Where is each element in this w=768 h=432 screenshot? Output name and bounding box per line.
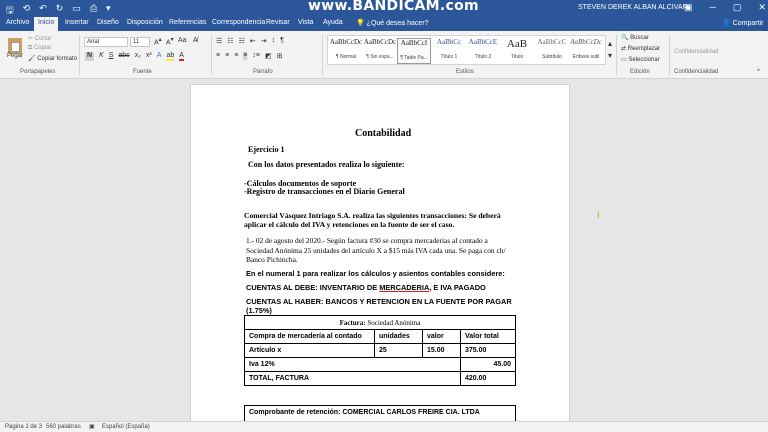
person-icon: 👤 bbox=[722, 20, 731, 27]
styles-scroll-icon[interactable]: ▴ bbox=[608, 39, 613, 48]
align-center-icon[interactable]: ≡ bbox=[225, 52, 230, 59]
style-name: Énfasis sutil bbox=[572, 54, 600, 60]
style-name: Título 2 bbox=[474, 54, 492, 60]
word-count[interactable]: 560 palabras bbox=[46, 424, 81, 430]
replace-label: Reemplazar bbox=[627, 46, 661, 52]
collapse-ribbon-icon[interactable]: ^ bbox=[757, 69, 760, 75]
style-name: ¶ Normal bbox=[335, 54, 357, 60]
close-icon[interactable]: ✕ bbox=[758, 2, 766, 12]
style-heading-1[interactable] bbox=[432, 38, 466, 64]
doc-numeral: En el numeral 1 para realizar los cálculos y asientos contables considere: bbox=[246, 269, 505, 278]
cut-label: Cortar bbox=[34, 36, 52, 42]
doc-intro: Con los datos presentados realiza lo siguiente: bbox=[248, 160, 405, 169]
find-button[interactable] bbox=[621, 34, 649, 41]
ribbon bbox=[0, 31, 768, 79]
paragraph-group-label: Párrafo bbox=[253, 69, 273, 75]
doc-exercise: Ejercicio 1 bbox=[248, 145, 285, 154]
bullets-icon[interactable]: ☰ bbox=[216, 38, 223, 45]
style-normal[interactable] bbox=[329, 38, 363, 64]
tab-vista[interactable]: Vista bbox=[298, 19, 314, 26]
invoice-header-cell bbox=[245, 316, 516, 330]
shading-icon[interactable]: ◩ bbox=[264, 53, 272, 60]
table-row bbox=[245, 316, 516, 330]
separator bbox=[211, 35, 212, 75]
style-subtle-emphasis[interactable] bbox=[569, 38, 603, 64]
borders-icon[interactable]: ⊞ bbox=[276, 53, 283, 60]
confidentiality-group-label: Confidencialidad bbox=[674, 69, 719, 75]
separator bbox=[322, 35, 323, 75]
shrink-font-icon[interactable]: A▾ bbox=[166, 37, 174, 47]
clipboard-group-label: Portapapeles bbox=[20, 69, 56, 75]
font-format-row bbox=[85, 52, 184, 61]
font-name-combo[interactable]: Arial bbox=[84, 37, 128, 47]
line-spacing-icon[interactable]: ↕≡ bbox=[252, 52, 260, 59]
lightbulb-icon: 💡 bbox=[356, 20, 365, 27]
open-icon[interactable]: ▭ bbox=[72, 3, 81, 13]
table-cell: 375.00 bbox=[461, 344, 516, 358]
font-size-combo[interactable]: 11 bbox=[130, 37, 150, 47]
style-preview: AaBbCcC bbox=[537, 38, 567, 46]
style-name: ¶ Sin espa... bbox=[366, 54, 394, 60]
separator bbox=[669, 35, 670, 75]
table-cell: 25 bbox=[375, 344, 423, 358]
table-row bbox=[245, 372, 516, 386]
style-name: Subtítulo bbox=[542, 54, 562, 60]
table-header-cell: unidades bbox=[375, 330, 423, 344]
style-heading-2[interactable] bbox=[466, 38, 500, 64]
numbering-icon[interactable]: ☷ bbox=[227, 38, 234, 45]
tab-insertar[interactable]: Insertar bbox=[65, 19, 89, 26]
print-preview-icon[interactable]: ⎙ bbox=[89, 3, 98, 13]
grow-font-icon[interactable]: A▴ bbox=[154, 37, 162, 47]
doc-haber-1: CUENTAS AL HABER: BANCOS Y RETENCION EN LA FUENTE POR PAGAR bbox=[246, 297, 512, 306]
replace-button[interactable] bbox=[621, 45, 660, 52]
doc-company-1: Comercial Vásquez Intriago S.A. realiza las siguientes transacciones: Se deberá bbox=[244, 211, 501, 220]
confidentiality-button[interactable]: Confidencialidad bbox=[674, 49, 719, 55]
tab-archivo[interactable]: Archivo bbox=[6, 19, 30, 26]
tell-me-label: ¿Qué desea hacer? bbox=[366, 20, 429, 27]
ribbon-tabs bbox=[0, 17, 768, 31]
editing-group-label: Edición bbox=[630, 69, 650, 75]
maximize-icon[interactable]: ▢ bbox=[732, 2, 742, 12]
multilevel-list-icon[interactable]: ☵ bbox=[238, 38, 245, 45]
minimize-icon[interactable]: ─ bbox=[709, 2, 716, 12]
tab-revisar[interactable]: Revisar bbox=[266, 19, 290, 26]
bandicam-watermark: www.BANDICAM.com bbox=[308, 0, 479, 14]
doc-item-1: -Cálculos documentos de soporte bbox=[244, 179, 357, 188]
table-header-cell: Valor total bbox=[461, 330, 516, 344]
style-name: Título 1 bbox=[440, 54, 458, 60]
separator bbox=[79, 35, 80, 75]
copy-icon: ⧉ bbox=[28, 45, 33, 51]
separator bbox=[616, 35, 617, 75]
doc-transaction-3: Banco Pichincha. bbox=[246, 255, 298, 264]
style-preview: AaBbCcDc bbox=[329, 38, 363, 46]
debe-prefix: CUENTAS AL DEBE: INVENTARIO DE bbox=[246, 283, 380, 292]
style-title[interactable] bbox=[500, 38, 534, 64]
tab-inicio[interactable]: Inicio bbox=[34, 17, 58, 31]
invoice-table bbox=[244, 315, 516, 386]
doc-item-2: -Registro de transacciones en el Diario General bbox=[244, 187, 405, 196]
user-name[interactable]: STEVEN DEREK ALBAN ALCIVAR bbox=[578, 4, 688, 11]
style-preview: AaBbCcDc bbox=[363, 38, 397, 46]
style-no-spacing[interactable] bbox=[363, 38, 397, 64]
decrease-indent-icon[interactable]: ⇤ bbox=[249, 38, 256, 45]
replace-icon: ⇄ bbox=[621, 46, 627, 52]
style-subtitle[interactable] bbox=[535, 38, 569, 64]
style-preview: AaBbCcI bbox=[400, 39, 428, 47]
debe-word: MERCADERIA bbox=[379, 283, 430, 292]
ribbon-options-icon[interactable]: ▣ bbox=[684, 2, 693, 12]
table-cell: Artículo x bbox=[245, 344, 375, 358]
table-row bbox=[245, 330, 516, 344]
customize-qat-icon[interactable]: ▾ bbox=[106, 3, 111, 13]
title-bar bbox=[0, 0, 768, 17]
autosave-icon[interactable]: ⟲ bbox=[22, 3, 31, 13]
styles-group-label: Estilos bbox=[456, 69, 474, 75]
invoice-value: Sociedad Anónima bbox=[367, 318, 421, 327]
tab-correspondencia[interactable]: Correspondencia bbox=[212, 19, 266, 26]
table-cell: 45.00 bbox=[461, 358, 516, 372]
select-label: Seleccionar bbox=[628, 57, 660, 63]
doc-debe bbox=[246, 283, 486, 292]
underline-icon[interactable]: S bbox=[108, 52, 114, 59]
style-preview: AaBbCc bbox=[436, 38, 462, 46]
table-cell: 420.00 bbox=[461, 372, 516, 386]
style-preview: AaBbCcE bbox=[468, 38, 498, 46]
text-effects-icon[interactable]: A bbox=[156, 52, 162, 59]
page-count[interactable]: Página 1 de 3 bbox=[5, 424, 43, 430]
font-color-icon[interactable]: A bbox=[179, 52, 184, 59]
style-preview: AaBbCcDc bbox=[570, 38, 602, 46]
subscript-icon[interactable]: x₂ bbox=[134, 52, 141, 59]
select-button[interactable] bbox=[621, 56, 660, 63]
change-case-icon[interactable]: Aa bbox=[178, 37, 187, 44]
table-header-cell: Compra de mercadería al contado bbox=[245, 330, 375, 344]
styles-more-icon[interactable]: ▾ bbox=[608, 51, 613, 60]
tab-disposicion[interactable]: Disposición bbox=[127, 19, 163, 26]
scissors-icon: ✂ bbox=[28, 36, 34, 42]
format-painter-label: Copiar formato bbox=[37, 56, 77, 62]
superscript-icon[interactable]: x² bbox=[145, 52, 152, 59]
save-icon[interactable]: 🖫 bbox=[6, 5, 14, 15]
window-controls bbox=[684, 2, 766, 13]
tab-referencias[interactable]: Referencias bbox=[169, 19, 207, 26]
table-cell: 15.00 bbox=[423, 344, 461, 358]
tab-ayuda[interactable]: Ayuda bbox=[323, 19, 343, 26]
invoice-label: Factura: bbox=[339, 318, 366, 327]
align-left-icon[interactable]: ≡ bbox=[216, 52, 221, 59]
format-painter-button[interactable] bbox=[28, 55, 77, 62]
clear-format-icon[interactable]: A̸ bbox=[193, 37, 198, 44]
show-marks-icon[interactable]: ¶ bbox=[280, 37, 284, 44]
language[interactable]: Español (España) bbox=[102, 424, 150, 430]
style-table-paragraph[interactable] bbox=[397, 38, 431, 64]
proofing-icon[interactable]: ▣ bbox=[89, 424, 95, 430]
doc-company-2: aplicar el cálculo del IVA y retenciones en la fuente de ser el caso. bbox=[244, 220, 455, 229]
find-label: Buscar bbox=[630, 35, 649, 41]
strikethrough-icon[interactable]: abc bbox=[118, 52, 130, 59]
debe-suffix: , E IVA PAGADO bbox=[429, 283, 486, 292]
copy-button[interactable] bbox=[28, 45, 52, 52]
table-row bbox=[245, 344, 516, 358]
paste-sheet-icon bbox=[11, 42, 20, 52]
search-icon: 🔍 bbox=[621, 35, 629, 41]
share-button[interactable] bbox=[722, 19, 763, 27]
table-row bbox=[245, 358, 516, 372]
table-cell: TOTAL, FACTURA bbox=[245, 372, 461, 386]
brush-icon: 🖌 bbox=[28, 56, 36, 62]
bold-icon[interactable]: N bbox=[87, 52, 93, 59]
sort-icon[interactable]: ↕ bbox=[271, 37, 276, 44]
style-name: ¶ Table Pa... bbox=[400, 55, 428, 61]
highlight-icon[interactable]: ab bbox=[166, 52, 175, 59]
paragraph-row-1 bbox=[216, 37, 284, 45]
paste-label: Pegar bbox=[7, 53, 24, 59]
styles-gallery bbox=[327, 35, 606, 65]
font-group-label: Fuente bbox=[133, 69, 152, 75]
justify-icon[interactable]: ≡ bbox=[243, 52, 248, 59]
select-icon: ▭ bbox=[621, 57, 627, 63]
retention-table-header: Comprobante de retención: COMERCIAL CARLOS FREIRE CIA. LTDA bbox=[244, 405, 516, 421]
paragraph-row-2 bbox=[216, 52, 282, 60]
align-right-icon[interactable]: ≡ bbox=[234, 52, 239, 59]
doc-transaction-2: Sociedad Anónima 25 unidades del artículo X a $15 más IVA cada una. Se paga con ch/ bbox=[246, 246, 506, 255]
table-header-cell: valor bbox=[423, 330, 461, 344]
undo-icon[interactable]: ↶ bbox=[39, 3, 47, 13]
text-cursor-icon: I bbox=[597, 210, 600, 220]
share-label: Compartir bbox=[732, 20, 764, 27]
italic-icon[interactable]: K bbox=[99, 52, 104, 59]
increase-indent-icon[interactable]: ⇥ bbox=[260, 38, 267, 45]
copy-label: Copiar bbox=[33, 45, 52, 51]
style-name: Título bbox=[510, 54, 524, 60]
status-bar bbox=[0, 421, 768, 432]
doc-title: Contabilidad bbox=[355, 128, 412, 139]
table-cell: Iva 12% bbox=[245, 358, 461, 372]
doc-haber-2: (1.75%) bbox=[246, 306, 272, 315]
style-preview: AaB bbox=[506, 38, 528, 50]
tell-me-search[interactable] bbox=[356, 19, 429, 27]
redo-icon[interactable]: ↻ bbox=[55, 3, 64, 13]
doc-transaction-1: 1.- 02 de agosto del 2020.- Según factura #30 se compra mercaderías al contado a bbox=[246, 236, 488, 245]
tab-diseno[interactable]: Diseño bbox=[97, 19, 119, 26]
cut-button[interactable] bbox=[28, 35, 51, 42]
